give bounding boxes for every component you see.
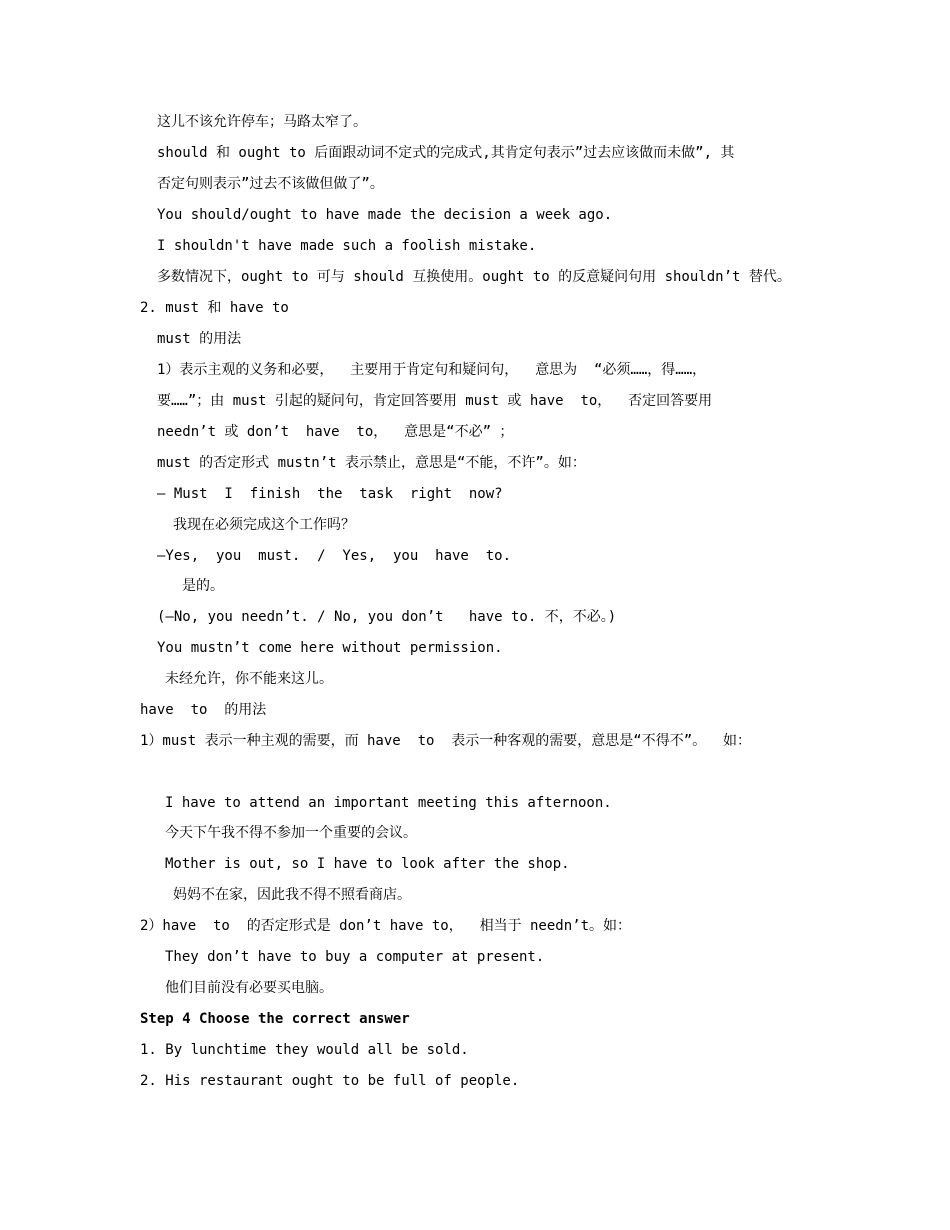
translation: 今天下午我不得不参加一个重要的会议。 (165, 825, 417, 841)
example-sentence: You should/ought to have made the decision a week ago. (157, 207, 613, 223)
translation: 未经允许，你不能来这儿。 (165, 671, 333, 687)
example-sentence: I shouldn't have made such a foolish mistake. (157, 238, 537, 254)
explanation-text: should 和 ought to 后面跟动词不定式的完成式,其肯定句表示”过去应该做而未做”, 其 (157, 145, 735, 161)
explanation-text: 要……”；由 must 引起的疑问句，肯定回答要用 must 或 have to， 否定回答要用 (157, 393, 713, 409)
example-sentence: Mother is out, so I have to look after the shop. (165, 856, 570, 872)
example-sentence: (—No, you needn’t. / No, you don’t have to. 不，不必。) (157, 609, 617, 625)
explanation-text: 1）must 表示一种主观的需要，而 have to 表示一种客观的需要，意思是“不得不”。 如： (140, 733, 752, 749)
explanation-text: 2）have to 的否定形式是 don’t have to， 相当于 needn’t。如： (140, 918, 632, 934)
example-sentence: —Yes, you must. / Yes, you have to. (157, 548, 512, 564)
translation: 这儿不该允许停车；马路太窄了。 (157, 114, 367, 130)
explanation-text: 多数情况下，ought to 可与 should 互换使用。ought to 的反意疑问句用 shouldn’t 替代。 (157, 269, 791, 285)
explanation-text: 1）表示主观的义务和必要， 主要用于肯定句和疑问句， 意思为 “必须……，得……， (157, 362, 707, 378)
example-sentence: I have to attend an important meeting this afternoon. (165, 795, 612, 811)
answer-item: 1. By lunchtime they would all be sold. (140, 1042, 469, 1058)
subsection-title: have to 的用法 (140, 702, 267, 718)
example-sentence: — Must I finish the task right now? (157, 486, 503, 502)
translation: 他们目前没有必要买电脑。 (165, 980, 333, 996)
answer-item: 2. His restaurant ought to be full of people. (140, 1073, 520, 1089)
translation: 妈妈不在家，因此我不得不照看商店。 (173, 887, 411, 903)
example-sentence: They don’t have to buy a computer at present. (165, 949, 545, 965)
example-sentence: You mustn’t come here without permission. (157, 640, 503, 656)
translation: 是的。 (182, 578, 224, 594)
step-heading: Step 4 Choose the correct answer (140, 1011, 410, 1027)
subsection-title: must 的用法 (157, 331, 242, 347)
explanation-text: 否定句则表示”过去不该做但做了”。 (157, 176, 384, 192)
section-heading: 2. must 和 have to (140, 300, 289, 316)
explanation-text: must 的否定形式 mustn’t 表示禁止，意思是“不能，不许”。如： (157, 455, 586, 471)
translation: 我现在必须完成这个工作吗？ (173, 517, 355, 533)
explanation-text: needn’t 或 don’t have to， 意思是“不必” ； (157, 424, 514, 440)
